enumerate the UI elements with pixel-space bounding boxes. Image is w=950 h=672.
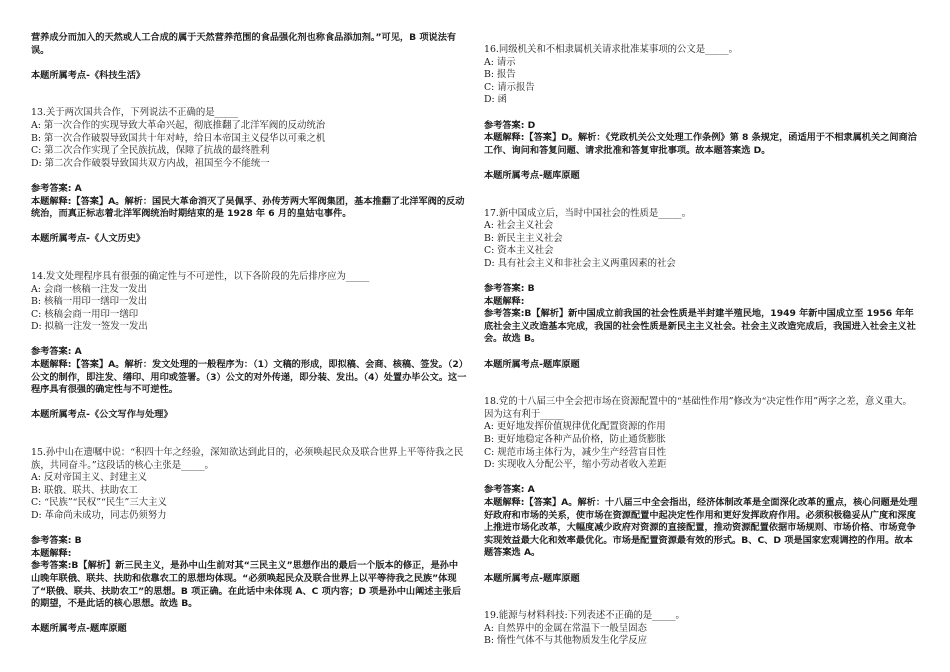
answer: 参考答案: B [31,535,82,547]
explanation: 本题解释:【答案】A。解析：发文处理的一般程序为：（1）文稿的形成，即拟稿、会商、核稿、签发。（2）公文的制作，即注发、缮印、用印或签署。（3）公文的对外传递，即分装、发出。（4）处置办毕公文。这一程序具有很强的确定性与不可逆性。 [31,359,467,396]
left-column [31,32,467,636]
answer: 参考答案: D [484,119,536,131]
question-19 [484,610,920,648]
question-stem: 14.发文处理程序具有很强的确定性与不可逆性，以下各阶段的先后排序应为_____ [31,270,370,282]
explanation: 本题解释:【答案】A。解析：国民大革命消灭了吴佩孚、孙传芳两大军阀集团，基本推翻了北洋军阀的反动统治，而真正标志着北洋军阀统治时期结束的是 1928 年 6 月的皇姑屯事件。 [31,195,465,220]
answer: 参考答案: A [31,346,82,358]
option-a: A: 社会主义社会 [484,220,554,232]
question-stem: 18.党的十八届三中全会把市场在资源配置中的“基础性作用”修改为“决定性作用”两字之差，意义重大。因为这有利于_____ [484,396,912,420]
question-stem: 19.能源与材料科技:下列表述不正确的是_____。 [484,610,685,622]
question-stem: 17.新中国成立后，当时中国社会的性质是_____。 [484,207,692,219]
question-14 [31,271,467,422]
question-13 [31,107,467,246]
topic: 本题所属考点-《人文历史》 [31,233,146,245]
option-c: C: 第二次合作实现了全民族抗战，保障了抗战的最终胜利 [31,145,270,157]
intro-topic: 本题所属考点-《科技生活》 [31,69,146,81]
option-c: C: “民族”“民权”“民生”三大主义 [31,497,167,509]
option-c: C: 请示报告 [484,81,535,93]
option-d: D: 拟稿一注发一签发一发出 [31,321,148,333]
explanation-label: 本题解释: [31,547,72,559]
question-stem: 16.同级机关和不相隶属机关请求批准某事项的公文是_____。 [484,44,738,55]
answer: 参考答案: A [31,182,82,194]
question-stem: 15.孙中山在遗嘱中说：“积四十年之经验，深知欲达到此目的，必须唤起民众及联合世界上平等待我之民族，共同奋斗。”这段话的核心主张是_____。 [31,447,464,471]
option-d: D: 函 [484,94,508,106]
question-17 [484,208,920,372]
option-d: D: 第二次合作破裂导致国共双方内战，祖国至今不能统一 [31,157,270,169]
right-column [484,44,920,648]
explanation: 参考答案:B【解析】新中国成立前我国的社会性质是半封建半殖民地，1949 年新中国成立至 1956 年年底社会主义改造基本完成，我国的社会性质是新民主主义社会。社会主义改造完成后，我国进入社会主义社会。故选 B。 [484,308,916,345]
option-a: A: 反对帝国主义、封建主义 [31,472,148,484]
explanation: 本题解释:【答案】A。解析：十八届三中全会指出，经济体制改革是全面深化改革的重点，核心问题是处理好政府和市场的关系，使市场在资源配置中起决定性作用和更好发挥政府作用。必须积极稳妥从广度和深度上推进市场化改革，大幅度减少政府对资源的直接配置，推动资源配置依据市场规则、市场价格、市场竞争实现效益最大化和效率最优化。市场是配置资源最有效的形式。B、C、D 项是国家宏观调控的作用。故本题答案选 A。 [484,497,918,559]
option-b: B: 联俄、联共、扶助农工 [31,484,138,496]
intro-continuation: 营养成分而加入的天然或人工合成的属于天然营养范围的食品强化剂也称食品添加剂。”可见，B 项说法有误。 [31,32,457,56]
explanation: 本题解释:【答案】D。解析：《党政机关公文处理工作条例》第 8 条规定，函适用于不相隶属机关之间商洽工作、询问和答复问题、请求批准和答复审批事项。故本题答案选 D。 [484,132,917,156]
option-b: B: 报告 [484,69,516,81]
option-c: C: 资本主义社会 [484,245,554,257]
option-b: B: 惰性气体不与其他物质发生化学反应 [484,635,648,647]
option-a: A: 请示 [484,56,516,68]
question-stem: 13.关于两次国共合作，下列说法不正确的是_____ [31,107,239,119]
question-15 [31,447,467,636]
option-d: D: 实现收入分配公平，缩小劳动者收入差距 [484,459,667,471]
topic: 本题所属考点-题库原题 [31,623,127,635]
option-b: B: 核稿一用印一缮印一发出 [31,296,148,308]
explanation: 参考答案:B【解析】新三民主义，是孙中山生前对其“三民主义”思想作出的最后一个版本的修正，是孙中山晚年联俄、联共、扶助和依靠农工的思想均体现。“必须唤起民众及联合世界上以平等待我之民族”体现了“联俄、联共、扶助农工”的思想。B 项正确。在此话中未体现 A、C 项内容；D 项是孙中山阐述主张后的期望，不是此话的核心思想。故选 B。 [31,560,462,610]
question-16 [484,44,920,183]
option-d: D: 革命尚未成功，同志仍须努力 [31,510,167,521]
option-a: A: 更好地发挥价值规律优化配置资源的作用 [484,421,666,433]
topic: 本题所属考点-题库原题 [484,169,580,181]
option-c: C: 核稿会商一用印一缮印 [31,308,139,320]
option-b: B: 新民主主义社会 [484,232,563,244]
option-a: A: 自然界中的金属在常温下一般呈固态 [484,622,647,634]
answer: 参考答案: A [484,484,535,496]
topic: 本题所属考点-题库原题 [484,358,580,370]
topic: 本题所属考点-《公文写作与处理》 [31,409,173,421]
option-b: B: 更好地稳定各种产品价格，防止通货膨胀 [484,434,666,446]
answer: 参考答案: B [484,283,535,295]
explanation-label: 本题解释: [484,295,525,307]
option-c: C: 规范市场主体行为，减少生产经营盲目性 [484,446,667,458]
option-d: D: 具有社会主义和非社会主义两重因素的社会 [484,257,676,269]
option-a: A: 会商一核稿一注发一发出 [31,283,148,295]
topic: 本题所属考点-题库原题 [484,572,580,584]
option-a: A: 第一次合作的实现导致大革命兴起，彻底推翻了北洋军阀的反动统治 [31,119,326,131]
option-b: B: 第一次合作破裂导致国共十年对峙，给日本帝国主义侵华以可乘之机 [31,132,326,144]
question-18 [484,396,920,585]
